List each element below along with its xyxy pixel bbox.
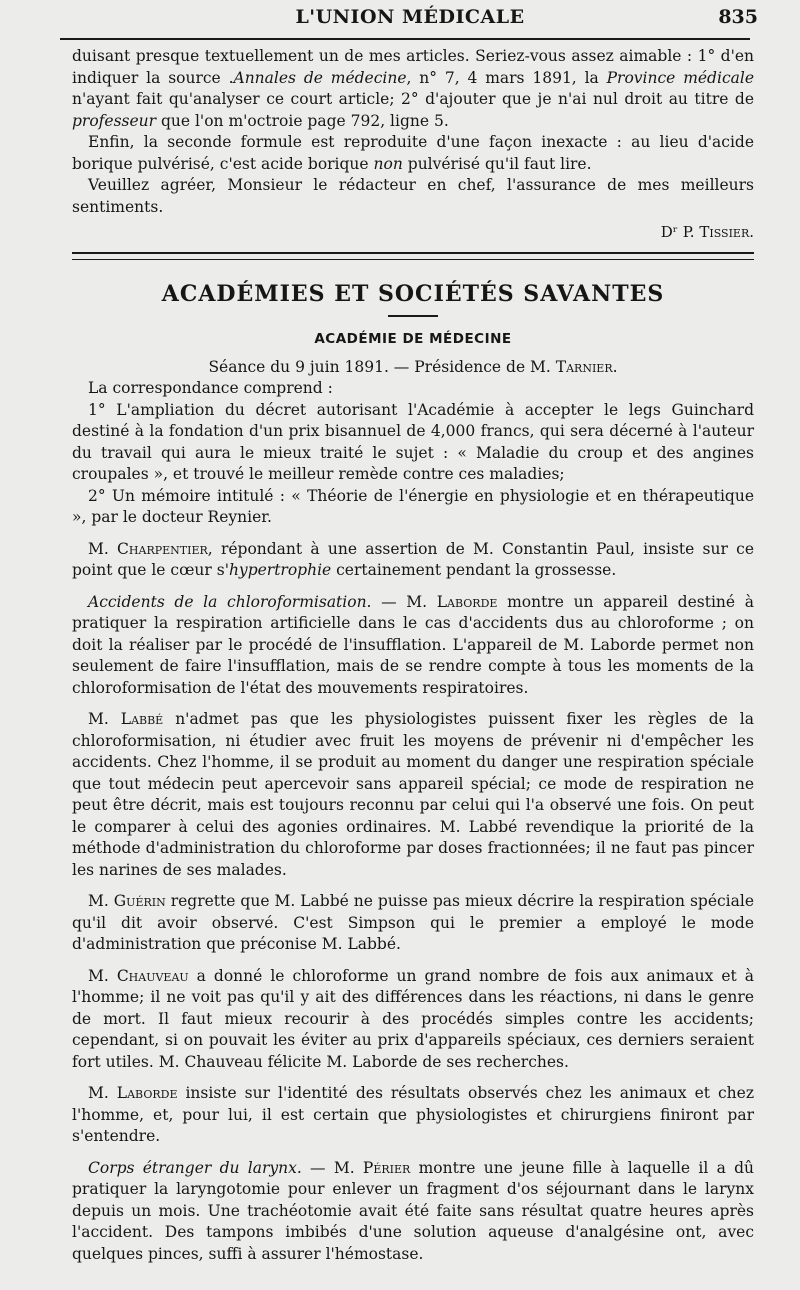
academy-title: ACADÉMIE DE MÉDECINE — [314, 331, 512, 347]
letter-paragraph: Enfin, la seconde formule est reproduite d'une façon inexacte : au lieu d'acide borique pulvérisé, c'est acide borique non pulvérisé qu'il faut lire. — [72, 133, 754, 173]
paragraph-laborde: M. Laborde insiste sur l'identité des résultats observés chez les animaux et chez l'homme, et, pour lui, il est certain que physiologistes et chirurgiens finiront par s'entendre. — [72, 1084, 754, 1145]
paragraph-labbe: M. Labbé n'admet pas que les physiologistes puissent fixer les règles de la chloroformisation, ni étudier avec fruit les moyens de prévenir ni d'empêcher les accidents. Chez l'homme, il se produit au moment du danger une respiration spéciale que tout médecin peut apercevoir sans appareil spécial; ce mode de respiration ne peut être décrit, mais est toujours reconnu par celui qui l'a observé une fois. On peut le comparer à celui des agonies ordinaires. M. Labbé revendique la priorité de la méthode d'administration du chloroforme par doses fractionnées; il ne faut pas pincer les narines de ses malades. — [72, 710, 754, 879]
letter-paragraph: duisant presque textuellement un de mes articles. Seriez-vous assez aimable : 1° d'en indiquer la source .Annales de médecine, n° 7, 4 mars 1891, la Province médicale n'ayant fait qu'analyser ce court article; 2° d'ajouter que je n'ai nul droit au titre de professeur que l'on m'octroie page 792, ligne 5. — [72, 47, 754, 130]
signature: Dʳ P. Tissier. — [660, 223, 754, 241]
journal-name: Annales de médecine — [233, 68, 407, 87]
correspondence-intro: La correspondance comprend : — [88, 379, 333, 397]
header-rule — [60, 38, 750, 40]
correspondence-item: 1° L'ampliation du décret autorisant l'Académie à accepter le legs Guinchard destiné à la fondation d'un prix bisannuel de 4,000 francs, qui sera décerné à l'auteur du travail qui aura le mieux traité le sujet : « Maladie du croup et des angines croupales », et trouvé le meilleur remède contre ces maladies; — [72, 400, 754, 483]
running-title: L'UNION MÉDICALE — [295, 6, 525, 28]
page-number: 835 — [718, 6, 758, 28]
topic-title: Accidents de la chloroformisation. — [88, 592, 372, 611]
session-line: Séance du 9 juin 1891. — Présidence de M. Tarnier. — [208, 357, 618, 376]
section-divider — [72, 252, 754, 260]
letter-closing: Veuillez agréer, Monsieur le rédacteur en chef, l'assurance de mes meilleurs sentiments. — [72, 176, 754, 216]
paragraph-chloroformisation: Accidents de la chloroformisation. — M. Laborde montre un appareil destiné à pratiquer la respiration artificielle dans le cas d'accidents dus au chloroforme ; on doit la réaliser par le procédé de l'insufflation. L'appareil de M. Laborde permet non seulement de faire l'insufflation, mais de se rendre compte à tous les moments de la chloroformisation de l'état des mouvements respiratoires. — [72, 592, 754, 697]
paragraph-guerin: M. Guérin regrette que M. Labbé ne puisse pas mieux décrire la respiration spéciale qu'il dit avoir observé. C'est Simpson qui le premier a employé le mode d'administration que préconise M. Labbé. — [72, 892, 754, 953]
paragraph-larynx: Corps étranger du larynx. — M. Périer montre une jeune fille à laquelle il a dû pratiquer la laryngotomie pour enlever un fragment d'os séjournant dans le larynx depuis un mois. Une trachéotomie avait été faite sans résultat quatre heures après l'accident. Des tampons imbibés d'une solution aqueuse d'analgésine ont, avec quelques pinces, suffi à assurer l'hémostase. — [72, 1158, 754, 1263]
journal-name: Province médicale — [606, 68, 754, 87]
paragraph-charpentier: M. Charpentier, répondant à une assertion de M. Constantin Paul, insiste sur ce point que le cœur s'hypertrophie certainement pendant la grossesse. — [72, 539, 754, 579]
paragraph-chauveau: M. Chauveau a donné le chloroforme un grand nombre de fois aux animaux et à l'homme; il ne voit pas qu'il y ait des différences dans les réactions, ni dans le genre de mort. Il faut mieux recourir à des procédés simples contre les accidents; cependant, si on pouvait les éviter au prix d'appareils spéciaux, ces derniers seraient fort utiles. M. Chauveau félicite M. Laborde de ses recherches. — [72, 966, 755, 1071]
title-rule — [388, 315, 438, 317]
page-header — [60, 4, 760, 34]
topic-title: Corps étranger du larynx. — [88, 1158, 302, 1177]
section-title: ACADÉMIES ET SOCIÉTÉS SAVANTES — [161, 280, 665, 307]
page-content — [72, 46, 754, 1265]
correspondence-item: 2° Un mémoire intitulé : « Théorie de l'énergie en physiologie et en thérapeutique », par le docteur Reynier. — [72, 486, 754, 526]
